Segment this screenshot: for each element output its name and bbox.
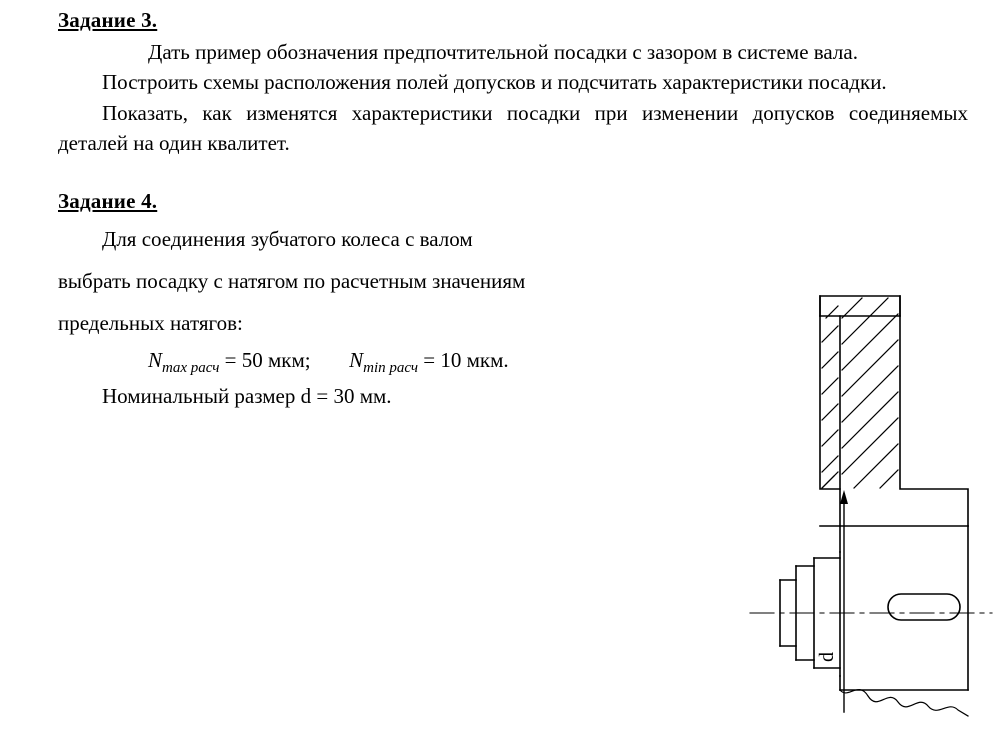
nominal-size-line: Номинальный размер d = 30 мм. (102, 383, 392, 408)
nmax-value: = 50 мкм; (224, 347, 311, 372)
nmax-subscript: max расч (162, 359, 220, 376)
task-3-paragraph-2: Построить схемы расположения полей допусков и подсчитать характеристики посадки. (102, 70, 887, 95)
nmin-symbol: N (349, 347, 364, 372)
nmax-symbol: N (148, 347, 163, 372)
task-3-block (58, 8, 968, 159)
task-4-body (58, 218, 698, 344)
task-4-line-1: Для соединения зубчатого колеса с валом (102, 226, 473, 251)
task-3-paragraph-3: Показать, как изменятся характеристики посадки при изменении допусков соединяемых деталей на один квалитет. (58, 100, 968, 156)
nmin-subscript: min расч (363, 359, 418, 376)
task-3-paragraph-1: Дать пример обозначения предпочтительной посадки с зазором в системе вала. (148, 40, 858, 64)
nmin-value: = 10 мкм. (423, 347, 509, 372)
task-4-line-3: предельных натягов: (58, 310, 243, 335)
task-4-heading: Задание 4. (58, 188, 158, 213)
task-3-heading: Задание 3. (58, 8, 158, 32)
section-gap (58, 159, 968, 189)
shaft-gear-assembly-drawing (736, 276, 1000, 734)
task-4-line-2: выбрать посадку с натягом по расчетным значениям (58, 268, 526, 293)
dimension-label-d: d (816, 652, 838, 662)
